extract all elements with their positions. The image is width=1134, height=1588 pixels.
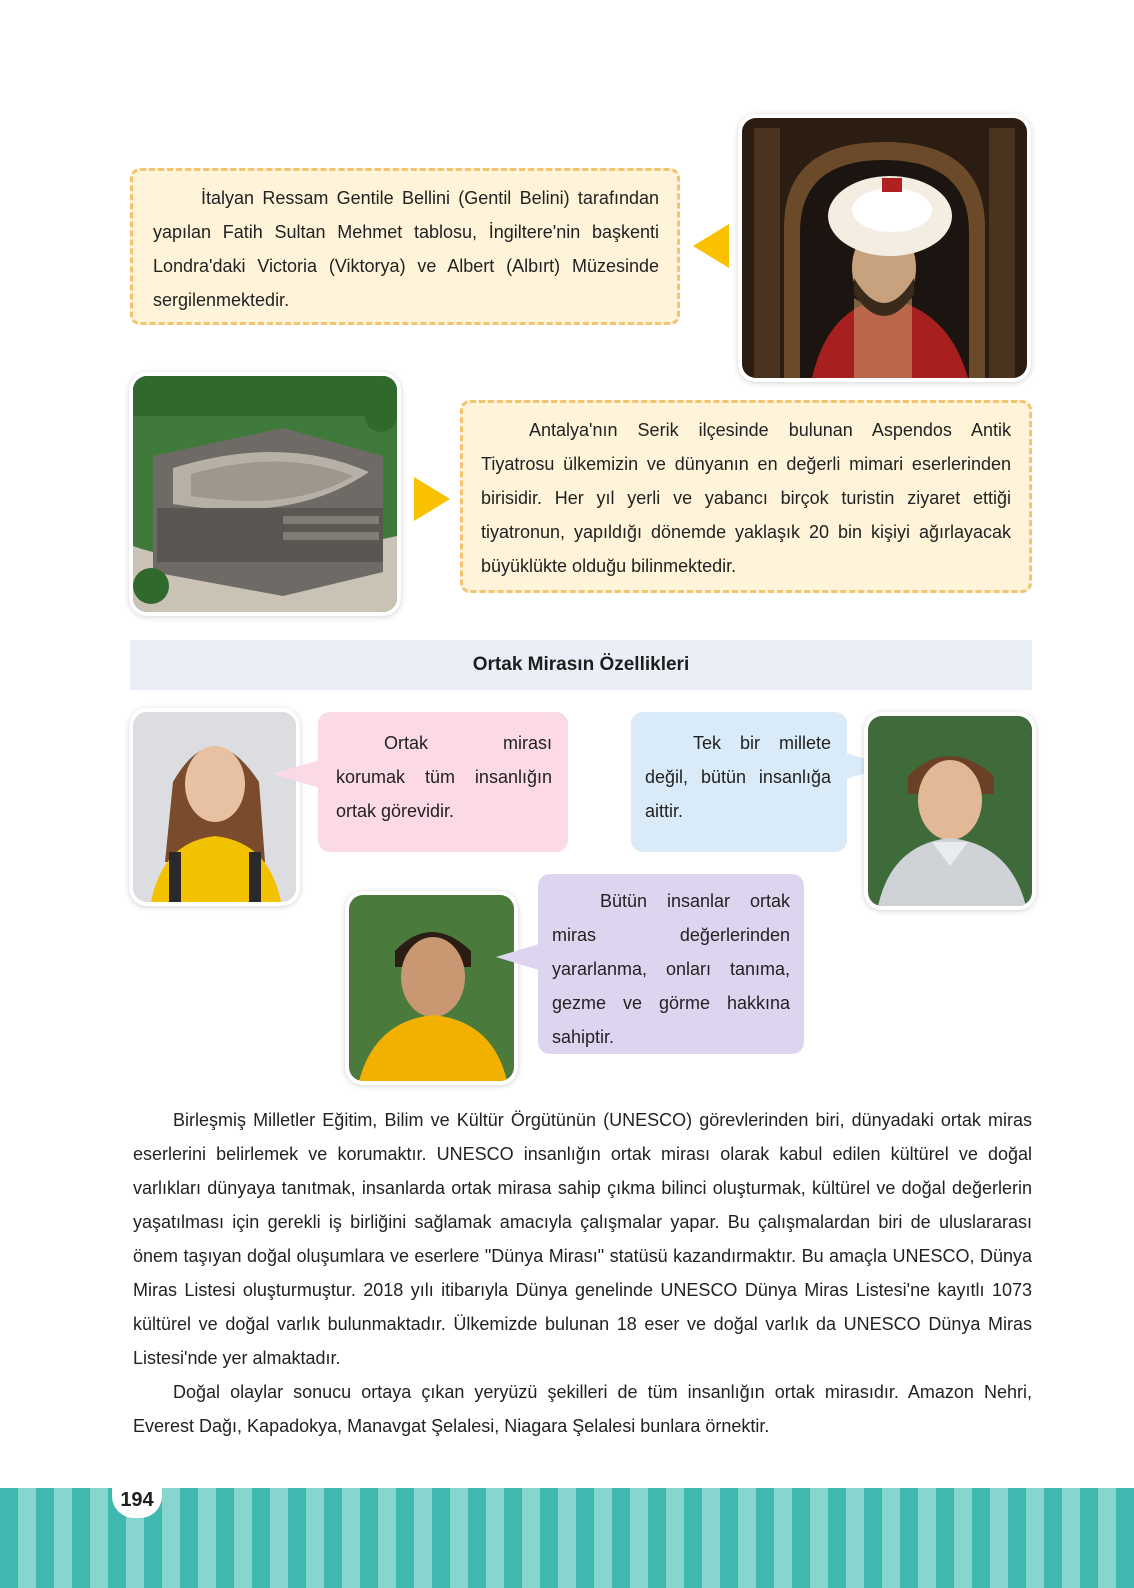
pointer-arrow-icon [693,224,729,268]
aspendos-info-box [460,400,1032,593]
bellini-info-text: İtalyan Ressam Gentile Bellini (Gentil Belini) tarafından yapılan Fatih Sultan Mehmet tablosu, İngiltere'nin başkenti Londra'daki Victoria (Viktorya) ve Albert (Albırt) Müzesinde sergilenmektedir. [153,188,659,310]
speech-bubble-girl-text: Ortak mirası korumak tüm insanlığın ortak görevidir. [336,733,552,821]
section-heading: Ortak Mirasın Özellikleri [130,640,1032,690]
girl-photo [133,712,296,902]
speech-bubble-boy-right-text: Tek bir millete değil, bütün insanlığa aittir. [645,733,831,821]
bubble-tail [496,943,542,971]
body-paragraph: Doğal olaylar sonucu ortaya çıkan yeryüzü şekilleri de tüm insanlığın ortak mirasıdır. Amazon Nehri, Everest Dağı, Kapadokya, Manavgat Şelalesi, Niagara Şelalesi bunlara örnektir. [133,1382,1032,1436]
page-number: 194 [112,1478,162,1518]
aspendos-info-text: Antalya'nın Serik ilçesinde bulunan Aspendos Antik Tiyatrosu ülkemizin ve dünyanın en değerli mimari eserlerinden birisidir. Her yıl yerli ve yabancı birçok turistin ziyaret ettiği tiyatronun, yapıldığı dönemde yaklaşık 20 bin kişiyi ağırlayacak büyüklükte olduğu bilinmektedir. [481,420,1011,576]
bellini-info-box [130,168,680,325]
portrait-painting [742,118,1027,378]
speech-bubble-girl [318,712,568,852]
footer-stripes [0,1488,1134,1588]
boy-photo [349,895,514,1081]
speech-bubble-boy-bottom-text: Bütün insanlar ortak miras değerlerinden yararlanma, onları tanıma, gezme ve görme hakkına sahiptir. [552,891,790,1047]
aspendos-theater-photo [133,376,397,612]
pointer-arrow-icon [414,477,450,521]
body-text [133,1103,1032,1443]
boy-photo [868,716,1032,906]
body-paragraph: Birleşmiş Milletler Eğitim, Bilim ve Kültür Örgütünün (UNESCO) görevlerinden biri, dünyadaki ortak miras eserlerini belirlemek ve korumaktır. UNESCO insanlığın ortak mirası olarak kabul edilen kültürel ve doğal varlıkları dünyaya tanıtmak, insanlarda ortak mirasa sahip çıkma bilinci oluşturmak, kültürel ve doğal değerlerin yaşatılması için gerekli iş birliğini sağlamak amacıyla çalışmalar yapar. Bu çalışmalardan biri de uluslararası önem taşıyan doğal oluşumlara ve eserlere "Dünya Mirası" statüsü kazandırmaktır. Bu amaçla UNESCO, Dünya Miras Listesi oluşturmuştur. 2018 yılı itibarıyla Dünya genelinde UNESCO Dünya Miras Listesi'ne kayıtlı 1073 kültürel ve doğal varlık bulunmaktadır. Ülkemizde bulunan 18 eser ve doğal varlık da UNESCO Dünya Miras Listesi'nde yer almaktadır. [133,1110,1032,1368]
bubble-tail [272,760,320,788]
speech-bubble-boy-right [631,712,847,852]
speech-bubble-boy-bottom [538,874,804,1054]
